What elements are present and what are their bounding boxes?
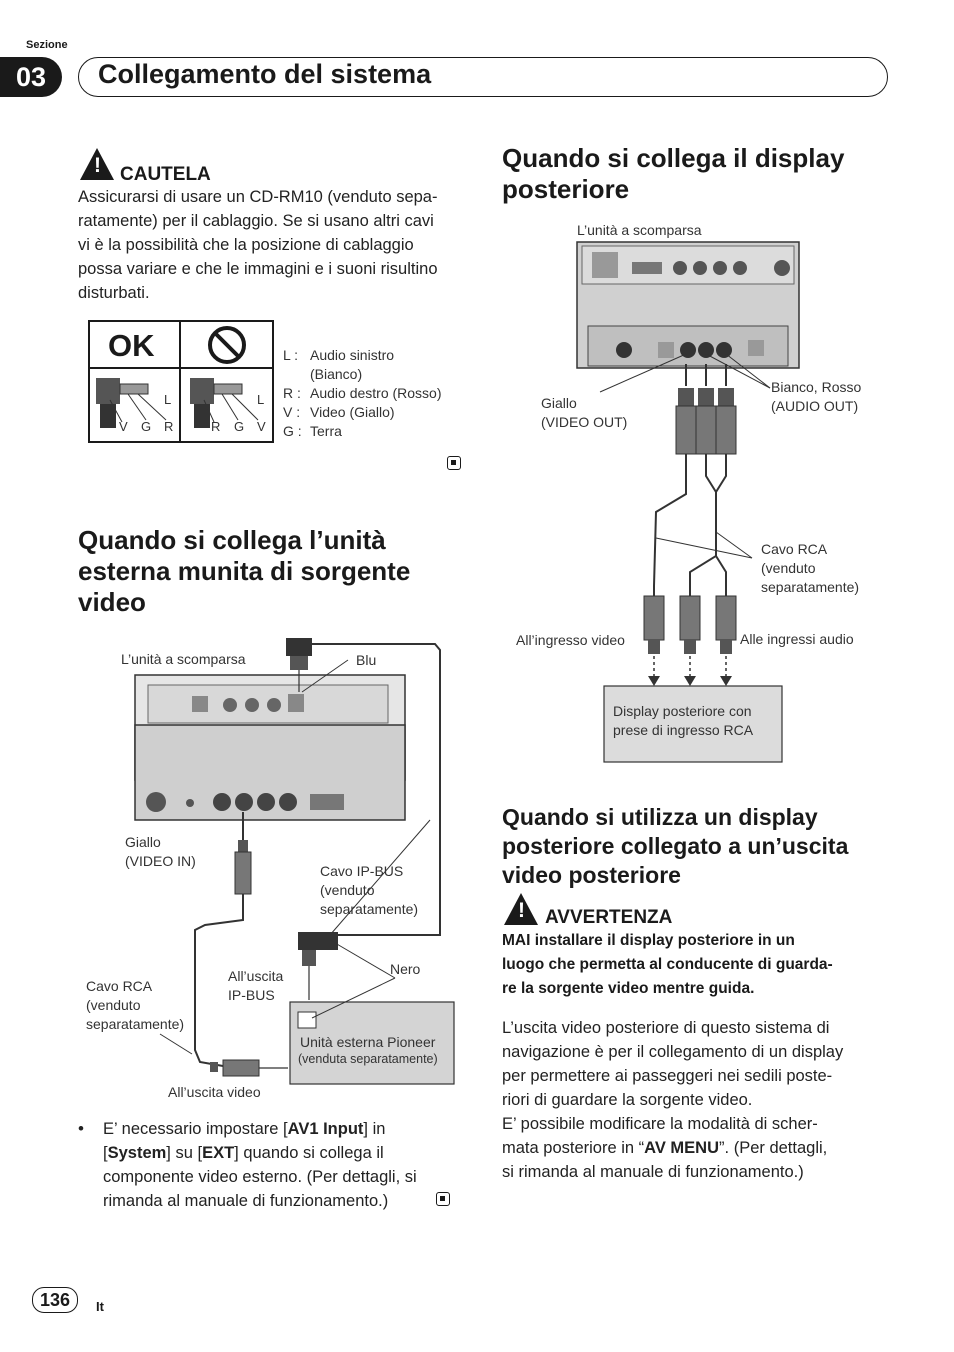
end-of-section-icon — [436, 1192, 450, 1206]
plug-bad-letter-g: G — [234, 419, 245, 434]
external-black-label: Nero — [390, 961, 421, 977]
rear-yellow-label: Giallo (VIDEO OUT) — [541, 395, 628, 430]
plug-bad-letter-r: R — [211, 419, 221, 434]
plug-ok-letter-l: L — [164, 392, 172, 407]
rear-audio-in-label: Alle ingressi audio — [740, 631, 854, 647]
bullet-marker: • — [78, 1119, 84, 1138]
external-hidden-unit-label: L’unità a scomparsa — [121, 651, 246, 667]
pioneer-unit-sub-label: (venduta separatamente) — [298, 1052, 438, 1066]
language-code: It — [96, 1299, 104, 1314]
rear-hidden-unit-label: L’unità a scomparsa — [577, 222, 702, 238]
warning-text: MAI installare il display posteriore in un luogo che permetta al conducente di guarda- re la sorgente video mentre guida. — [502, 932, 833, 997]
external-blue-label: Blu — [356, 652, 377, 668]
warning-icon: ! — [504, 893, 538, 925]
plug-ok-letter-g: G — [141, 419, 152, 434]
caution-title: CAUTELA — [120, 164, 211, 185]
external-ipbus-out-label: All’uscita IP-BUS — [228, 968, 284, 1003]
ok-label: OK — [108, 328, 155, 363]
section-number: 03 — [0, 57, 62, 97]
end-of-section-icon — [447, 456, 461, 470]
rear-video-in-label: All’ingresso video — [516, 632, 625, 648]
plug-ok-letter-r: R — [164, 419, 174, 434]
section-label: Sezione — [26, 39, 68, 51]
plug-bad-letter-l: L — [257, 392, 265, 407]
page-number: 136 — [32, 1287, 78, 1313]
plug-bad-letter-v: V — [257, 419, 266, 434]
plug-legend: L : Audio sinistro (Bianco) R : Audio destro (Rosso) V : Video (Giallo) G : Terra — [283, 347, 442, 439]
warning-title: AVVERTENZA — [545, 907, 673, 928]
rear-display-diagram — [540, 236, 910, 776]
section-rear-title: Quando si collega il display posteriore — [502, 143, 845, 204]
output-body-text: L’uscita video posteriore di questo sistema di navigazione è per il collegamento di un display per permettere ai passeggeri nei sedili poste- riori di guardare la sorgente video. E’ possibile modificare la modalità di scher- mata posteriore in “AV MENU”. (Per dettagli, si rimanda al manuale di funzionamento.) — [502, 1019, 844, 1181]
caution-warning-icon: ! — [80, 148, 114, 180]
section-title: Collegamento del sistema — [98, 59, 432, 89]
external-yellow-label: Giallo (VIDEO IN) — [125, 834, 196, 869]
section-external-title: Quando si collega l’unità esterna munita di sorgente video — [78, 525, 411, 617]
external-ipbus-cable-label: Cavo IP-BUS (venduto separatamente) — [320, 863, 419, 917]
plug-ok-letter-v: V — [119, 419, 128, 434]
section-output-title: Quando si utilizza un display posteriore collegato a un’uscita video posteriore — [502, 804, 849, 888]
rear-rca-cable-label: Cavo RCA (venduto separatamente) — [761, 541, 860, 595]
rear-white-red-label: Bianco, Rosso (AUDIO OUT) — [771, 379, 862, 414]
pioneer-unit-label: Unità esterna Pioneer — [300, 1034, 436, 1050]
rear-display-label: Display posteriore con prese di ingresso RCA — [613, 703, 754, 738]
external-rca-cable-label: Cavo RCA (venduto separatamente) — [86, 978, 185, 1032]
external-setup-note: E’ necessario impostare [AV1 Input] in [System] su [EXT] quando si collega il componente video esterno. (Per dettagli, si rimanda al manuale di funzionamento.) — [103, 1120, 417, 1210]
external-video-out-label: All’uscita video — [168, 1084, 261, 1100]
caution-text: Assicurarsi di usare un CD-RM10 (venduto sepa- ratamente) per il cablaggio. Se si usano altri cavi vi è la possibilità che la posizione di cablaggio possa variare e che le immagini e i suoni risultino disturbati. — [78, 188, 438, 302]
